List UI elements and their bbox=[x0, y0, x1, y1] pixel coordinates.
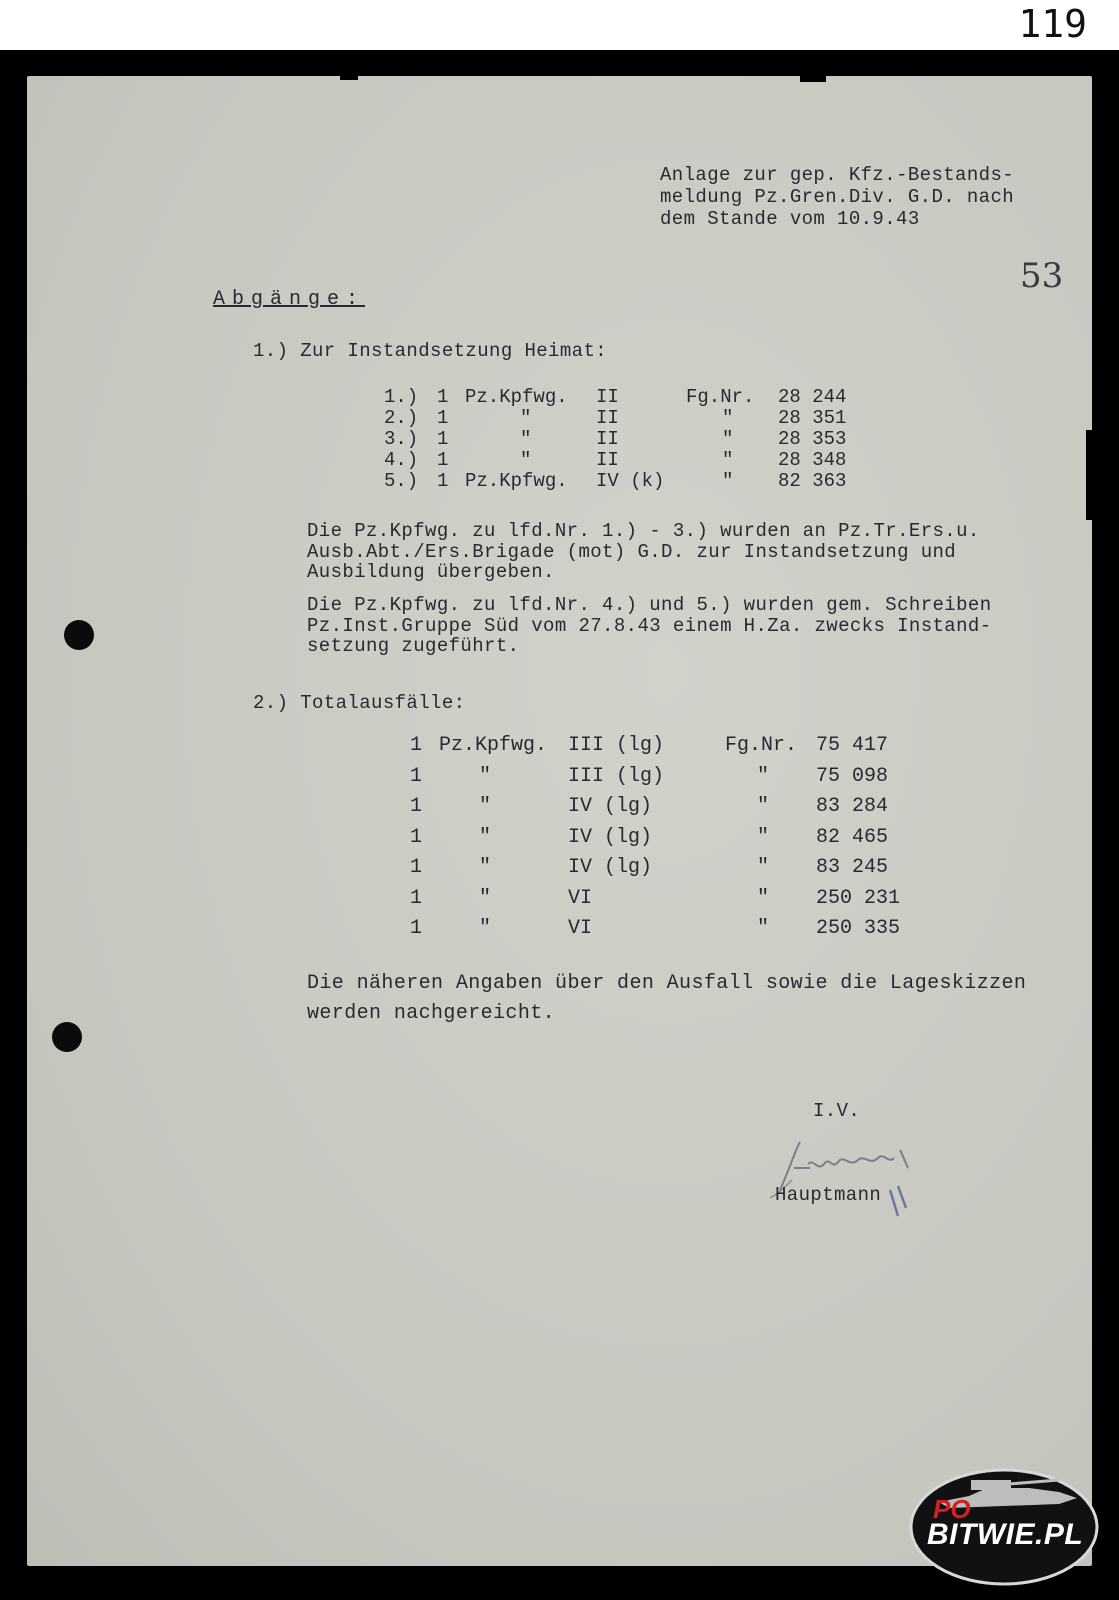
loss-nr: 250 231 bbox=[816, 886, 901, 910]
loss-model: III (lg) bbox=[568, 764, 665, 788]
repair-model: IV (k) bbox=[596, 470, 665, 492]
folio-number: 53 bbox=[1020, 256, 1064, 296]
repair-nr: 28 348 bbox=[778, 449, 847, 471]
closing-iv: I.V. bbox=[813, 1100, 861, 1122]
loss-model: VI bbox=[568, 886, 593, 910]
repair-qty: 1 bbox=[437, 470, 449, 492]
repair-model: II bbox=[596, 428, 619, 450]
loss-model: IV (lg) bbox=[568, 795, 653, 818]
repair-nr: 28 353 bbox=[778, 428, 847, 450]
top-tear bbox=[800, 74, 826, 82]
repair-idx: 3.) bbox=[384, 428, 419, 450]
loss-qty: 1 bbox=[410, 734, 423, 757]
header-note-line: Anlage zur gep. Kfz.-Bestands- bbox=[660, 164, 1015, 186]
repair-nr: 28 351 bbox=[778, 407, 847, 429]
loss-qty: 1 bbox=[410, 917, 423, 940]
logo-text-main: BITWIE.PL bbox=[927, 1518, 1084, 1551]
loss-type: " bbox=[479, 825, 492, 849]
logo-text-top: PO bbox=[933, 1494, 971, 1524]
repair-idx: 2.) bbox=[384, 407, 419, 429]
loss-nr: 75 098 bbox=[816, 764, 889, 788]
loss-model: VI bbox=[568, 917, 593, 940]
loss-fg: " bbox=[757, 856, 770, 879]
repair-model: II bbox=[596, 407, 619, 429]
closing-rank: Hauptmann bbox=[775, 1184, 882, 1206]
top-tear bbox=[340, 74, 358, 80]
loss-fg: Fg.Nr. bbox=[725, 734, 798, 757]
repair-nr: 82 363 bbox=[778, 470, 847, 492]
loss-fg: " bbox=[757, 825, 770, 849]
loss-nr: 83 284 bbox=[816, 795, 889, 818]
repair-fg: " bbox=[722, 407, 734, 429]
section2-heading: 2.) Totalausfälle: bbox=[253, 692, 466, 714]
repair-idx: 4.) bbox=[384, 449, 419, 471]
loss-qty: 1 bbox=[410, 856, 423, 879]
section-title: Abgänge: bbox=[213, 288, 366, 311]
repair-type: " bbox=[520, 449, 532, 471]
document-page bbox=[27, 76, 1092, 1566]
loss-type: " bbox=[479, 917, 492, 940]
section2-note-line: werden nachgereicht. bbox=[307, 1002, 556, 1025]
repair-fg: " bbox=[722, 449, 734, 471]
section2-note-line: Die näheren Angaben über den Ausfall sowie die Lageskizzen bbox=[307, 972, 1027, 995]
repair-idx: 5.) bbox=[384, 470, 419, 492]
repair-qty: 1 bbox=[437, 386, 449, 408]
repair-type: Pz.Kpfwg. bbox=[465, 470, 568, 492]
repair-type: " bbox=[520, 428, 532, 450]
loss-qty: 1 bbox=[410, 795, 423, 818]
loss-type: " bbox=[479, 764, 492, 788]
repair-fg: " bbox=[722, 470, 734, 492]
watermark-logo bbox=[909, 1468, 1099, 1586]
loss-nr: 250 335 bbox=[816, 917, 901, 940]
repair-nr: 28 244 bbox=[778, 386, 847, 408]
page-number: 119 bbox=[1018, 2, 1087, 46]
loss-model: III (lg) bbox=[568, 734, 665, 757]
repair-fg: " bbox=[722, 428, 734, 450]
loss-type: Pz.Kpfwg. bbox=[439, 734, 548, 757]
repair-qty: 1 bbox=[437, 449, 449, 471]
repair-type: " bbox=[520, 407, 532, 429]
punch-hole bbox=[64, 620, 94, 650]
section1-paragraph-line: Ausb.Abt./Ers.Brigade (mot) G.D. zur Instandsetzung und bbox=[307, 541, 957, 563]
loss-fg: " bbox=[757, 917, 770, 940]
right-tear bbox=[1086, 430, 1094, 520]
repair-type: Pz.Kpfwg. bbox=[465, 386, 568, 408]
section1-paragraph-line: Pz.Inst.Gruppe Süd vom 27.8.43 einem H.Za. zwecks Instand- bbox=[307, 615, 992, 637]
loss-type: " bbox=[479, 795, 492, 818]
loss-nr: 75 417 bbox=[816, 734, 889, 757]
loss-fg: " bbox=[757, 795, 770, 818]
loss-qty: 1 bbox=[410, 886, 423, 910]
top-bar bbox=[0, 0, 1119, 50]
loss-type: " bbox=[479, 886, 492, 910]
section1-heading: 1.) Zur Instandsetzung Heimat: bbox=[253, 340, 608, 362]
section1-paragraph-line: setzung zugeführt. bbox=[307, 635, 520, 657]
loss-model: IV (lg) bbox=[568, 856, 653, 879]
loss-qty: 1 bbox=[410, 764, 423, 788]
loss-fg: " bbox=[757, 764, 770, 788]
section1-paragraph-line: Ausbildung übergeben. bbox=[307, 561, 555, 583]
loss-type: " bbox=[479, 856, 492, 879]
repair-fg: Fg.Nr. bbox=[686, 386, 755, 408]
section1-paragraph-line: Die Pz.Kpfwg. zu lfd.Nr. 1.) - 3.) wurden an Pz.Tr.Ers.u. bbox=[307, 520, 980, 542]
repair-qty: 1 bbox=[437, 407, 449, 429]
loss-nr: 83 245 bbox=[816, 856, 889, 879]
loss-fg: " bbox=[757, 886, 770, 910]
loss-qty: 1 bbox=[410, 825, 423, 849]
punch-hole bbox=[52, 1022, 82, 1052]
header-note-line: dem Stande vom 10.9.43 bbox=[660, 208, 920, 230]
loss-model: IV (lg) bbox=[568, 825, 653, 849]
repair-qty: 1 bbox=[437, 428, 449, 450]
repair-model: II bbox=[596, 449, 619, 471]
section1-paragraph-line: Die Pz.Kpfwg. zu lfd.Nr. 4.) und 5.) wurden gem. Schreiben bbox=[307, 594, 992, 616]
header-note-line: meldung Pz.Gren.Div. G.D. nach bbox=[660, 186, 1015, 208]
repair-model: II bbox=[596, 386, 619, 408]
loss-nr: 82 465 bbox=[816, 825, 889, 849]
repair-idx: 1.) bbox=[384, 386, 419, 408]
